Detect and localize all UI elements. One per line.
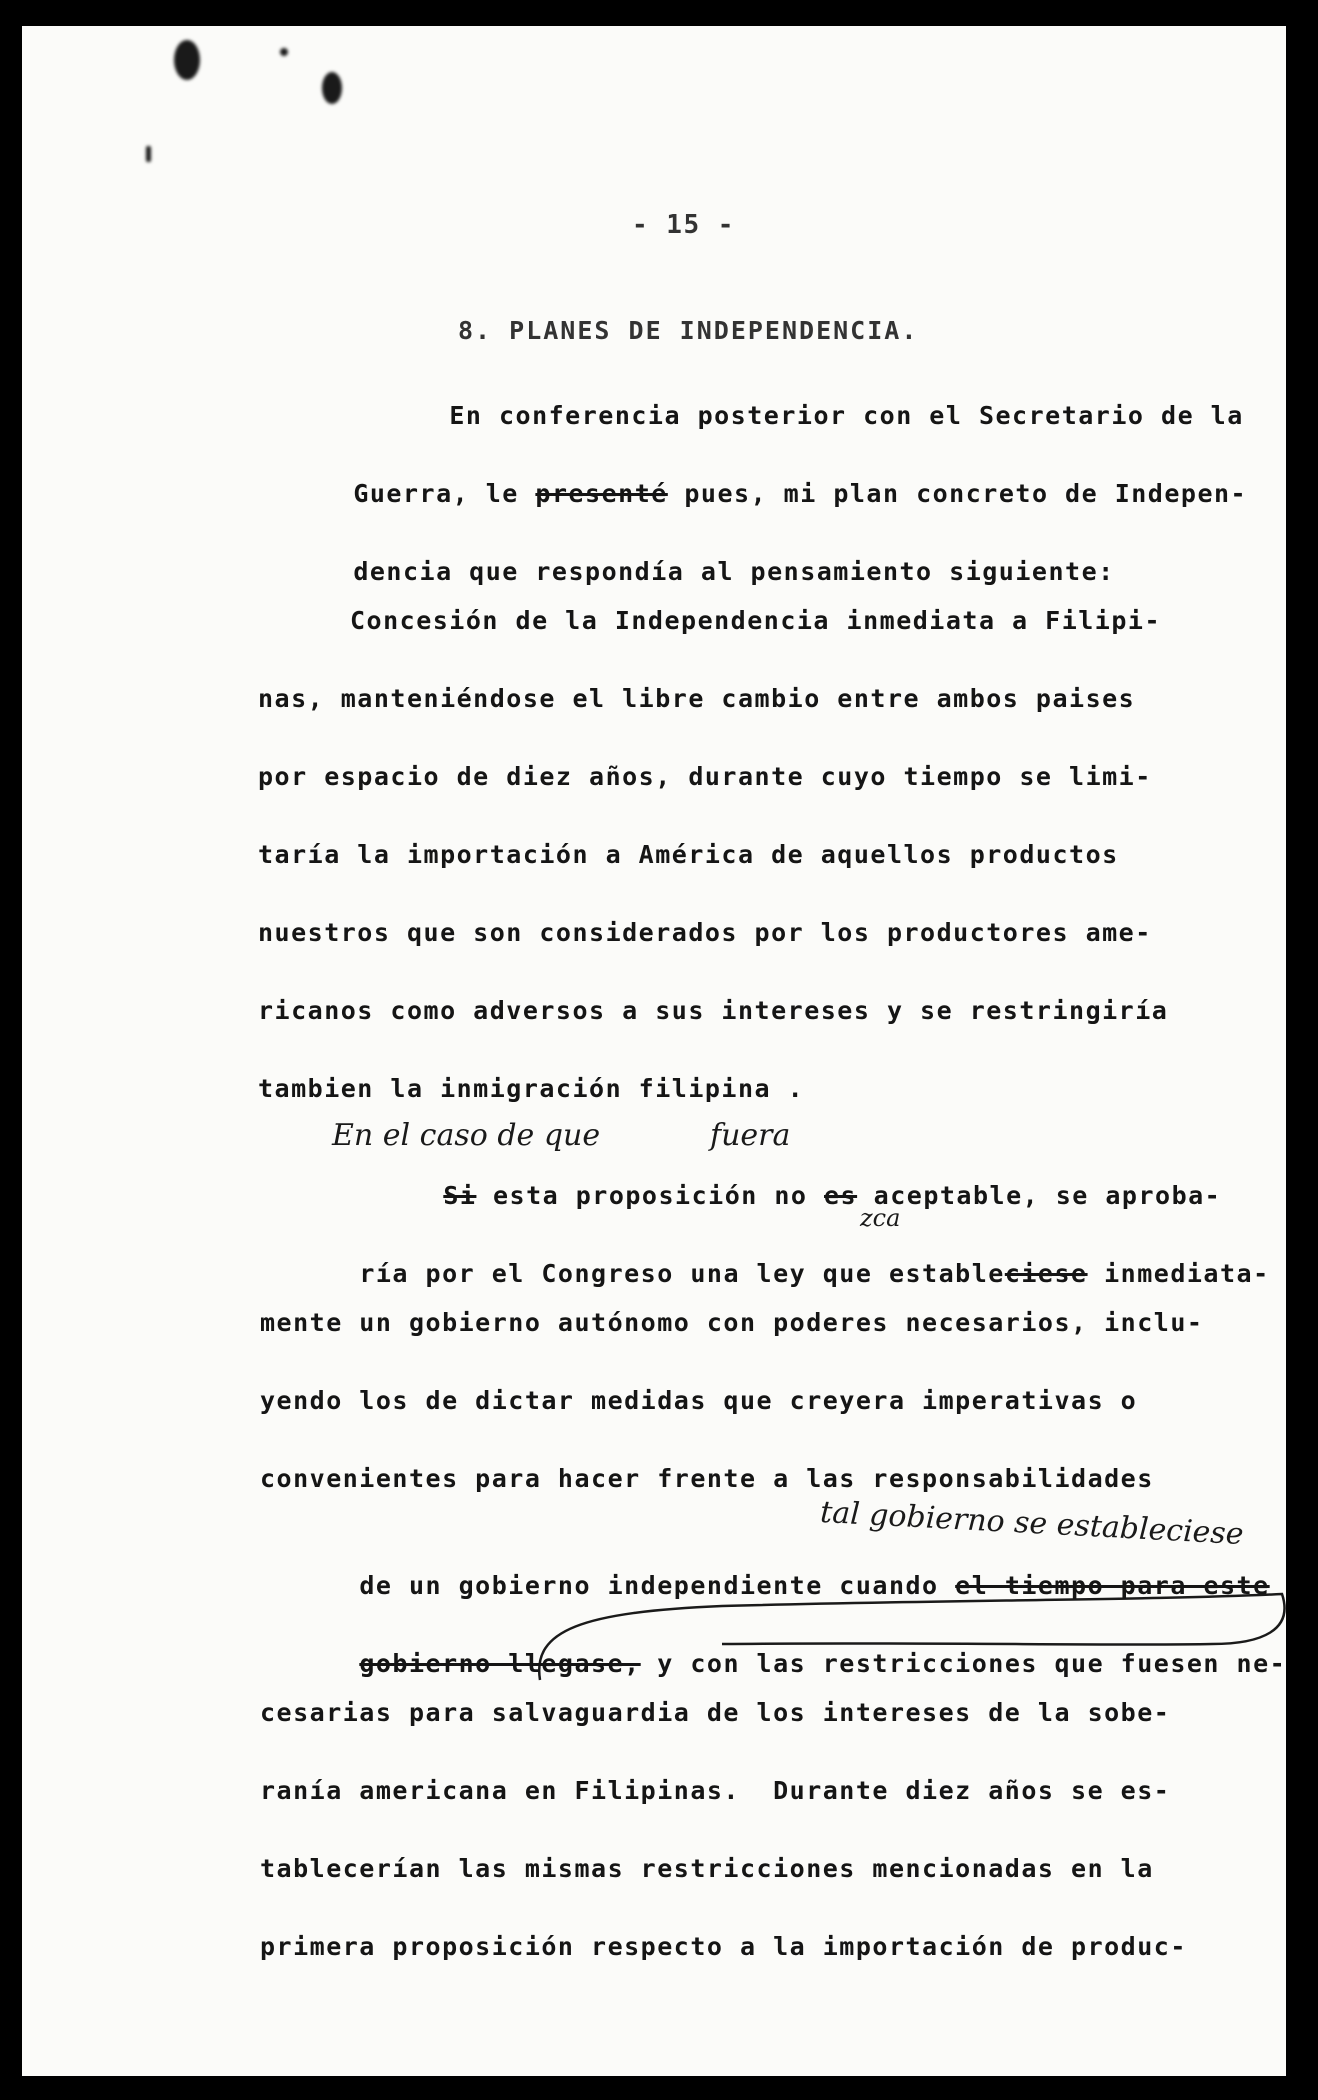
body-line [258,762,1152,791]
ink-blot [322,72,342,104]
body-line [258,1074,804,1103]
text-span: nuestros que son considerados por los productores ame- [258,918,1152,947]
text-span: aceptable, se aproba- [857,1181,1222,1210]
body-line [260,1230,1270,1317]
body-line [258,918,1152,947]
body-line [260,1698,1170,1727]
body-line [260,1776,1170,1805]
text-span: primera proposición respecto a la importación de produc- [260,1932,1187,1961]
text-span: ría por el Congreso una ley que estable [359,1259,1005,1288]
document-page [22,26,1286,2076]
body-line [258,840,1119,869]
handwritten-insertion: En el caso de que [332,1118,601,1153]
body-line [260,1932,1187,1961]
ink-blot [174,40,200,80]
text-span: ranía americana en Filipinas. Durante diez años se es- [260,1776,1171,1805]
text-span: Guerra, le [353,479,519,508]
text-span: dencia que respondía al pensamiento siguiente: [353,557,1115,586]
body-line [260,1308,1203,1337]
text-span: En conferencia posterior con el Secretario de la [449,401,1244,430]
text-span: cesarias para salvaguardia de los intereses de la sobe- [260,1698,1171,1727]
struck-text: presenté [535,479,668,508]
text-span: taría la importación a América de aquellos productos [258,840,1119,869]
struck-text: gobierno llegase, [359,1649,641,1678]
body-line [258,684,1135,713]
body-line [260,1620,1286,1707]
body-line [260,1542,1270,1629]
text-span: convenientes para hacer frente a las responsabilidades [260,1464,1154,1493]
body-line [344,1152,1221,1239]
ink-blot [280,48,288,56]
handwritten-insertion: tal gobierno se estableciese [819,1494,1245,1553]
body-line [350,372,1244,459]
struck-text: ciese [1004,1259,1088,1288]
handwritten-insertion: zca [860,1204,901,1232]
page-number: - 15 - [632,210,735,240]
text-span: ricanos como adversos a sus intereses y se restringiría [258,996,1169,1025]
body-line [258,996,1168,1025]
text-span: nas, manteniéndose el libre cambio entre ambos paises [258,684,1136,713]
section-heading: 8. PLANES DE INDEPENDENCIA. [458,316,919,345]
body-line [254,450,1247,537]
text-span: Concesión de la Independencia inmediata a Filipi- [350,606,1162,635]
body-line [260,1386,1137,1415]
text-span: mente un gobierno autónomo con poderes necesarios, inclu- [260,1308,1204,1337]
struck-text: Si [443,1181,477,1210]
text-span: pues, mi plan concreto de Indepen- [667,479,1248,508]
text-span: yendo los de dictar medidas que creyera imperativas o [260,1386,1138,1415]
handwritten-insertion: fuera [710,1118,791,1153]
text-span: y con las restricciones que fuesen ne- [640,1649,1286,1678]
text-span: de un gobierno independiente cuando [359,1571,956,1600]
text-span: tablecerían las mismas restricciones mencionadas en la [260,1854,1154,1883]
text-span: inmediata- [1087,1259,1270,1288]
text-span: esta proposición no [476,1181,824,1210]
struck-text: el tiempo para este [955,1571,1270,1600]
body-line [254,528,1115,615]
body-line [350,606,1161,635]
text-span: por espacio de diez años, durante cuyo tiempo se limi- [258,762,1152,791]
struck-text: es [824,1181,858,1210]
text-span: tambien la inmigración filipina . [258,1074,805,1103]
ink-blot [146,146,151,162]
body-line [260,1854,1154,1883]
body-line [260,1464,1154,1493]
